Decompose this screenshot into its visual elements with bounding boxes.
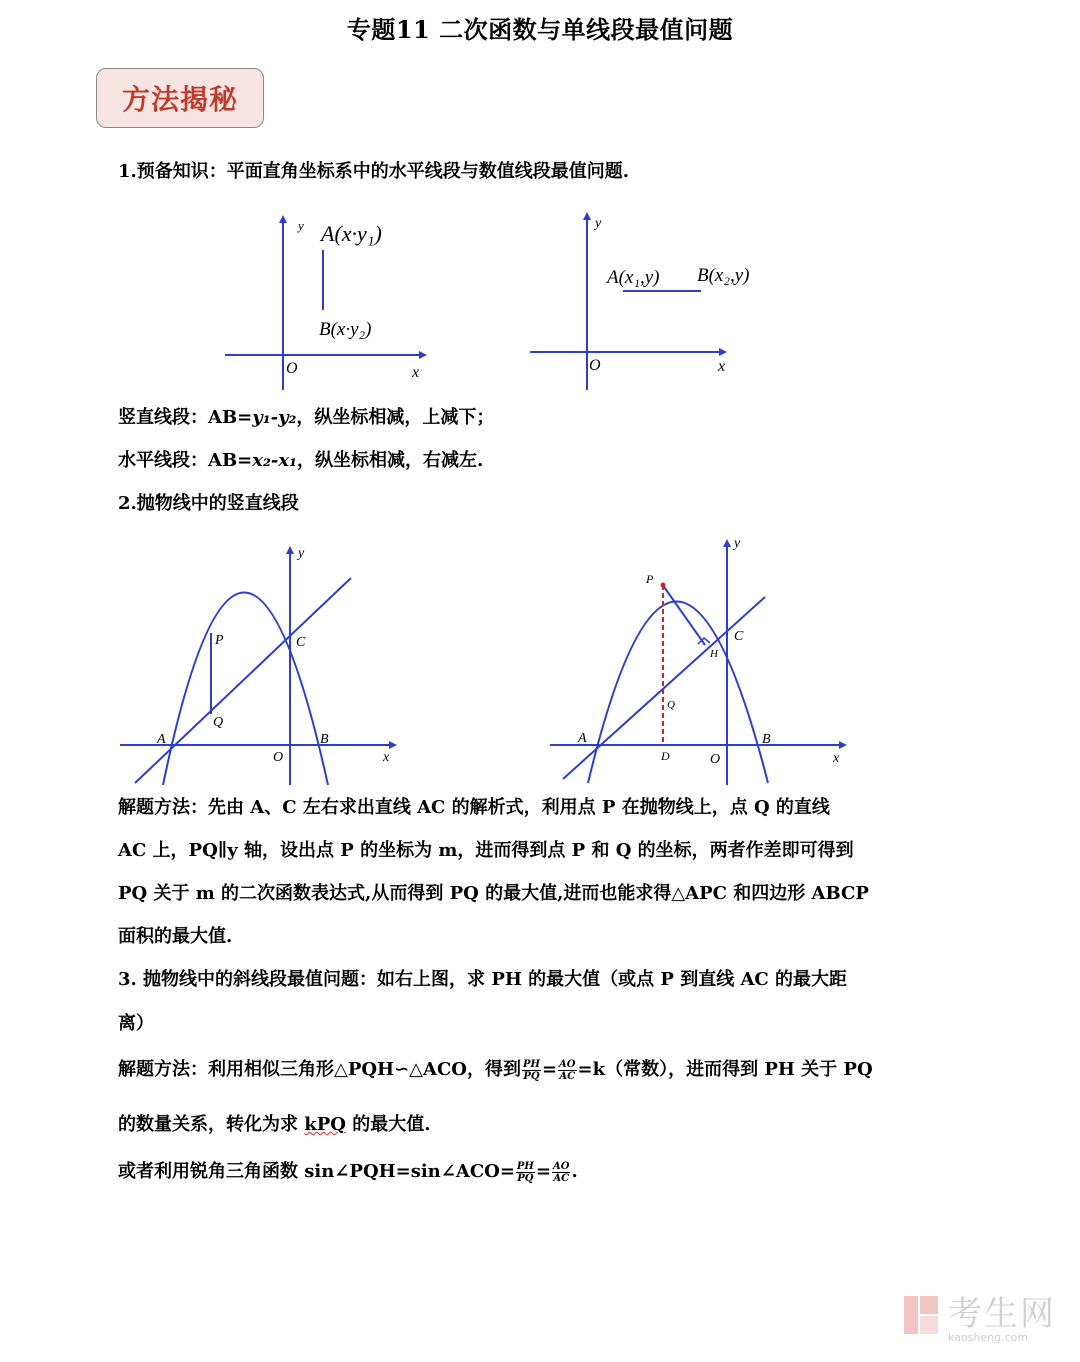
fig1-x-label: x xyxy=(412,364,420,381)
similar-triangle-method: 解题方法：利用相似三角形△PQH∽△ACO，得到 $\frac{PH}{PQ}$ = $\frac{AO}{AC}$ =k（常数），进而得到 PH 关于 PQ xyxy=(118,1058,873,1082)
fraction-ao-ac: $\frac{AO}{AC}$ xyxy=(559,1058,576,1082)
fig3-origin-label: O xyxy=(273,750,284,765)
fig4-point-q: Q xyxy=(667,699,675,711)
fig4-point-a: A xyxy=(578,731,587,746)
fig4-point-b: B xyxy=(762,732,771,747)
watermark-text: 考生网 xyxy=(948,1294,1056,1334)
fig3-point-q: Q xyxy=(213,715,224,730)
figure-vertical-segment xyxy=(215,205,435,390)
fig1-origin-label: O xyxy=(286,360,298,377)
vertical-segment-rule: 竖直线段：AB=y₁-y₂，纵坐标相减，上减下； xyxy=(118,407,495,428)
fraction-ao-ac-2: $\frac{AO}{AC}$ xyxy=(552,1160,570,1184)
method-line-3: PQ 关于 m 的二次函数表达式,从而得到 PQ 的最大值,进而也能求得△APC 和四边形 ABCP xyxy=(118,883,869,904)
figure-horizontal-segment xyxy=(525,205,785,390)
fig2-y-label: y xyxy=(595,216,602,231)
watermark xyxy=(900,1286,1056,1344)
trig-method: 或者利用锐角三角函数 sin∠PQH=sin∠ACO= $\frac{PH}{PQ}$ = $\frac{AO}{AC}$ . xyxy=(118,1160,578,1184)
method-line-2: AC 上，PQ∥y 轴，设出点 P 的坐标为 m，进而得到点 P 和 Q 的坐标，两者作差即可得到 xyxy=(118,840,854,861)
fig3-x-label: x xyxy=(383,750,390,765)
horizontal-segment-rule: 水平线段：AB=x₂-x₁，纵坐标相减，右减左. xyxy=(118,450,484,471)
fig4-point-p: P xyxy=(646,572,654,586)
fig4-point-h: H xyxy=(710,648,718,660)
fig1-point-a: A(x·y₁) xyxy=(321,221,382,246)
figure-parabola-vertical xyxy=(115,540,405,785)
watermark-domain: kaosheng.com xyxy=(948,1331,1029,1344)
fig3-y-label: y xyxy=(298,546,305,561)
fig2-x-label: x xyxy=(718,358,726,375)
fraction-ph-pq: $\frac{PH}{PQ}$ xyxy=(522,1058,540,1082)
page-title: 专题11 二次函数与单线段最值问题 xyxy=(346,15,734,44)
method-line-1: 解题方法：先由 A、C 左右求出直线 AC 的解析式，利用点 P 在抛物线上，点 Q 的直线 xyxy=(118,797,830,818)
fig1-y-label: y xyxy=(298,218,304,233)
fig4-point-d: D xyxy=(661,749,670,763)
fig3-point-b: B xyxy=(320,732,329,747)
fraction-ph-pq-2: $\frac{PH}{PQ}$ xyxy=(516,1160,534,1184)
section-2-heading: 2.抛物线中的竖直线段 xyxy=(118,493,299,514)
section-3-line-2: 离） xyxy=(118,1013,154,1034)
fig4-x-label: x xyxy=(833,751,840,766)
fig1-point-b: B(x·y₂) xyxy=(319,319,372,340)
section-3-line-1: 3. 抛物线中的斜线段最值问题：如右上图，求 PH 的最大值（或点 P 到直线 AC 的最大距 xyxy=(118,969,848,990)
fig3-point-c: C xyxy=(296,635,306,650)
watermark-logo-icon xyxy=(900,1292,942,1338)
fig4-point-c: C xyxy=(734,629,744,644)
fig2-point-a: A(x₁,y) xyxy=(607,267,660,288)
fig3-point-p: P xyxy=(215,633,224,648)
fig4-origin-label: O xyxy=(710,752,721,767)
fig2-point-b: B(x₂,y) xyxy=(697,265,750,286)
section-label-box xyxy=(96,68,264,128)
fig3-point-a: A xyxy=(157,732,166,747)
section-label: 方法揭秘 xyxy=(121,83,238,116)
fig2-origin-label: O xyxy=(589,357,601,374)
similar-triangle-method-cont: 的数量关系，转化为求 kPQ 的最大值. xyxy=(118,1114,431,1135)
fig4-y-label: y xyxy=(734,536,741,551)
method-line-4: 面积的最大值. xyxy=(118,926,233,947)
figure-parabola-oblique xyxy=(545,535,855,785)
kpq-term: kPQ xyxy=(304,1114,346,1135)
prerequisite-text: 1.预备知识：平面直角坐标系中的水平线段与数值线段最值问题. xyxy=(118,161,630,182)
